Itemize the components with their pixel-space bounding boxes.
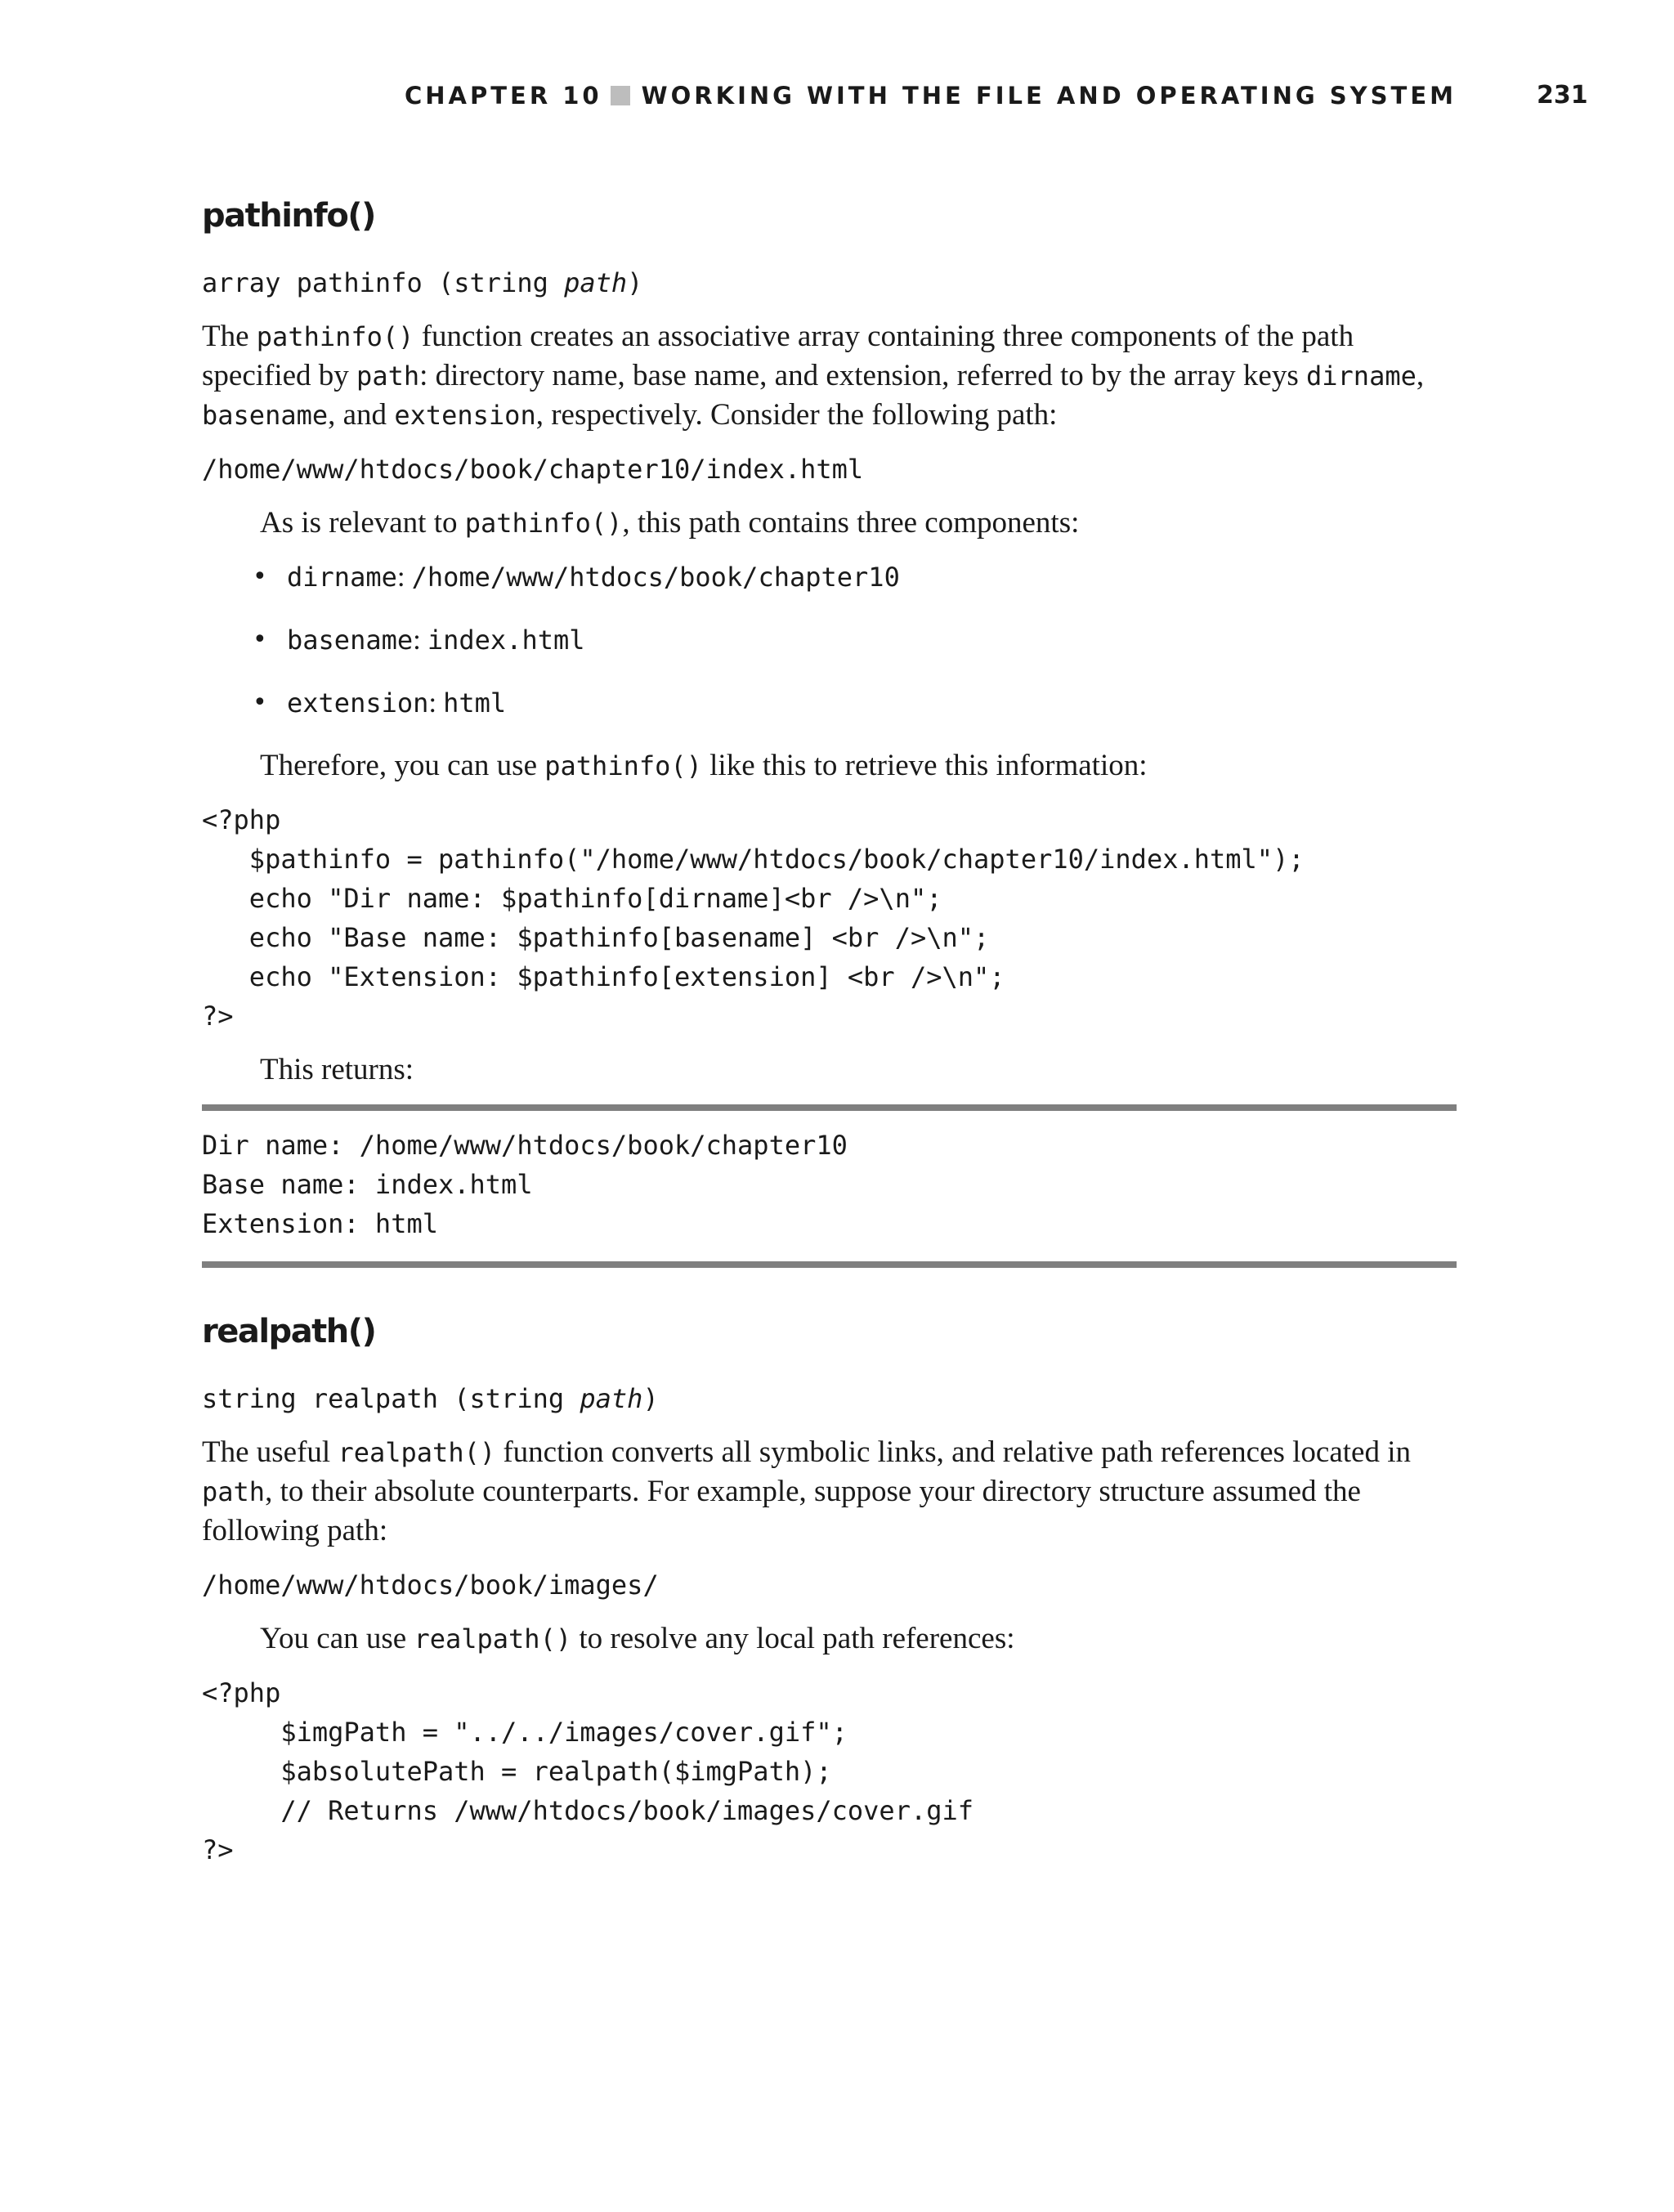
text-run: The useful [202, 1435, 338, 1469]
list-item-key: basename [287, 625, 414, 656]
pathinfo-example-path: /home/www/htdocs/book/chapter10/index.html [202, 454, 864, 485]
signature-close: ) [627, 267, 643, 298]
list-item-colon: : [396, 561, 405, 593]
inline-code: realpath() [338, 1437, 496, 1468]
list-item [253, 557, 1457, 597]
text-run: , [1416, 359, 1425, 392]
inline-code: pathinfo() [464, 508, 623, 539]
chapter-label: CHAPTER 10 [404, 82, 602, 110]
text-run: As is relevant to [260, 506, 465, 540]
inline-code: pathinfo() [544, 750, 702, 781]
realpath-intro-paragraph [202, 1433, 1457, 1551]
list-item [253, 620, 1457, 660]
chapter-title: WORKING WITH THE FILE AND OPERATING SYSTEM [641, 82, 1457, 110]
list-item-key: extension [287, 687, 429, 719]
list-item-value: /home/www/htdocs/book/chapter10 [411, 562, 900, 593]
inline-code: extension [394, 400, 536, 431]
pathinfo-heading: pathinfo() [202, 197, 375, 235]
pathinfo-returns-label: This returns: [260, 1053, 414, 1086]
signature-param: path [564, 267, 628, 298]
pathinfo-relevant-paragraph [202, 504, 1457, 543]
page-content [202, 193, 1457, 1884]
realpath-heading: realpath() [202, 1313, 376, 1350]
inline-code: path [202, 1476, 266, 1507]
pathinfo-output: Dir name: /home/www/htdocs/book/chapter10 Base name: index.html Extension: html [202, 1130, 848, 1239]
list-item-colon: : [413, 624, 421, 656]
list-item-key: dirname [287, 562, 397, 593]
signature-param: path [580, 1383, 643, 1414]
inline-code: basename [202, 400, 329, 431]
realpath-use-paragraph [202, 1619, 1457, 1659]
running-head [0, 82, 1457, 110]
text-run: , respectively. Consider the following path: [535, 398, 1058, 432]
pathinfo-signature [202, 263, 1457, 302]
inline-code: realpath() [414, 1623, 572, 1655]
pathinfo-intro-paragraph [202, 317, 1457, 435]
text-run: , this path contains three components: [622, 506, 1080, 540]
text-run: function creates an associative array containing three components of the path specified by [202, 320, 1354, 392]
bullet-icon: • [253, 625, 267, 654]
signature-close: ) [642, 1383, 659, 1414]
signature-text: array pathinfo (string [202, 267, 565, 298]
text-run: , to their absolute counterparts. For example, suppose your directory structure assumed the following path: [202, 1475, 1361, 1547]
list-item-value: html [443, 687, 507, 719]
realpath-signature [202, 1379, 1457, 1418]
realpath-example-path: /home/www/htdocs/book/images/ [202, 1569, 659, 1601]
list-item [253, 683, 1457, 723]
pathinfo-therefore-paragraph [202, 746, 1457, 786]
page-number: 231 [1537, 81, 1588, 110]
signature-text: string realpath (string [202, 1383, 580, 1414]
pathinfo-output-box [202, 1104, 1457, 1268]
components-list [202, 557, 1457, 723]
text-run: like this to retrieve this information: [701, 749, 1148, 782]
bullet-icon: • [253, 688, 267, 717]
text-run: to resolve any local path references: [571, 1622, 1015, 1655]
inline-code: dirname [1306, 360, 1417, 392]
list-item-colon: : [428, 687, 437, 719]
pathinfo-code-listing: <?php $pathinfo = pathinfo("/home/www/htdocs/book/chapter10/index.html"); echo "Dir name: $pathinfo[dirname]<br />\n"; echo "Base name: $pathinfo[basename] <br />\n"; echo "Extension: $pathinfo[extension] <br />\n"; ?> [202, 804, 1305, 1032]
text-run: The [202, 320, 257, 353]
separator-square-icon [611, 86, 630, 105]
inline-code: pathinfo() [256, 321, 414, 352]
text-run: function converts all symbolic links, and relative path references located in [495, 1435, 1411, 1469]
list-item-value: index.html [427, 625, 585, 656]
text-run: , and [328, 398, 395, 432]
realpath-code-listing: <?php $imgPath = "../../images/cover.gif"; $absolutePath = realpath($imgPath); // Returns /www/htdocs/book/images/cover.gif ?> [202, 1677, 974, 1865]
text-run: : directory name, base name, and extension, referred to by the array keys [419, 359, 1306, 392]
text-run: You can use [260, 1622, 414, 1655]
inline-code: path [356, 360, 420, 392]
text-run: Therefore, you can use [260, 749, 545, 782]
bullet-icon: • [253, 562, 267, 591]
